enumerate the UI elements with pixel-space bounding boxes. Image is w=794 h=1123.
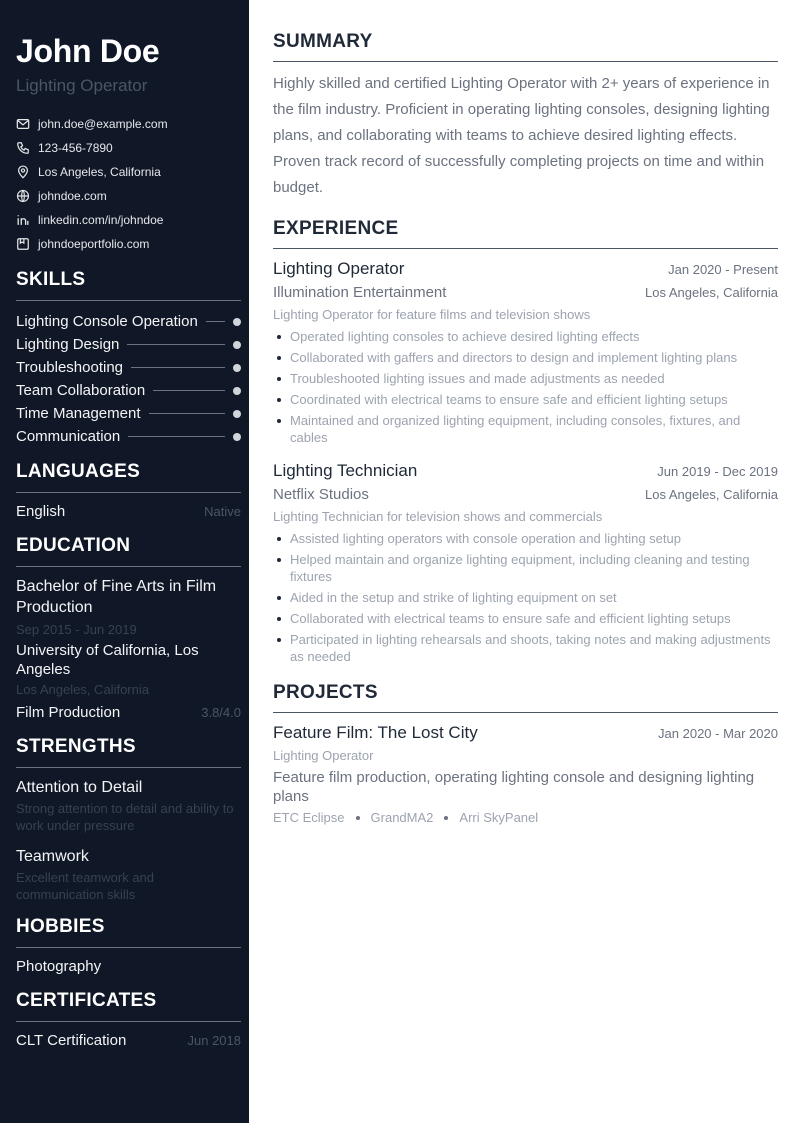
education-field-row — [16, 703, 241, 723]
skill-item — [16, 402, 241, 425]
contact-website[interactable] — [16, 184, 241, 208]
portfolio-icon — [16, 237, 30, 251]
linkedin-icon — [16, 213, 30, 227]
project-description: Feature film production, operating lighting console and designing lighting plans — [273, 769, 755, 805]
contact-website-text: johndoe.com — [38, 189, 107, 203]
job-bullet: Collaborated with electrical teams to ensure safe and efficient lighting setups — [273, 610, 778, 627]
job-title: Lighting Technician — [273, 461, 418, 480]
education-gpa: 3.8/4.0 — [201, 705, 241, 720]
job-description: Lighting Operator for feature films and television shows — [273, 307, 591, 322]
education-dates: Sep 2015 - Jun 2019 — [16, 622, 137, 637]
education-section — [16, 534, 241, 723]
education-degree: Bachelor of Fine Arts in Film Production — [16, 578, 217, 616]
contact-location-text: Los Angeles, California — [38, 165, 161, 179]
profile-title: Lighting Operator — [16, 76, 148, 95]
job-entry — [273, 258, 778, 446]
strengths-section — [16, 735, 241, 903]
strength-description: Strong attention to detail and ability to work under pressure — [16, 801, 234, 833]
experience-section — [273, 217, 778, 665]
job-bullet: Collaborated with gaffers and directors to design and implement lighting plans — [273, 349, 778, 366]
job-header — [273, 460, 778, 482]
skill-level-dot — [233, 387, 241, 395]
education-heading: EDUCATION — [16, 534, 241, 567]
hobbies-heading: HOBBIES — [16, 915, 241, 948]
job-subheader — [273, 482, 778, 506]
skill-divider — [128, 436, 225, 437]
globe-icon — [16, 189, 30, 203]
skill-name: Time Management — [16, 405, 141, 422]
strengths-heading: STRENGTHS — [16, 735, 241, 768]
job-subheader — [273, 280, 778, 304]
contact-location — [16, 160, 241, 184]
contact-linkedin-text: linkedin.com/in/johndoe — [38, 213, 164, 227]
job-bullet: Participated in lighting rehearsals and shoots, taking notes and making adjustments as needed — [273, 631, 778, 665]
project-tag: ETC Eclipse — [273, 810, 345, 825]
job-bullets — [273, 328, 778, 446]
summary-text: Highly skilled and certified Lighting Operator with 2+ years of experience in the film industry. Proficient in operating lighting consoles, designing lighting plans, and collaborating with teams to achieve desired lighting effects. Proven track record of successfully completing projects on time and within budget. — [273, 75, 770, 196]
profile-name: John Doe — [16, 33, 160, 69]
project-tags — [273, 809, 778, 827]
mail-icon — [16, 117, 30, 131]
job-bullet: Assisted lighting operators with console operation and lighting setup — [273, 530, 778, 547]
skill-divider — [131, 367, 225, 368]
contact-email[interactable] — [16, 112, 241, 136]
job-bullets — [273, 530, 778, 665]
strength-title: Teamwork — [16, 848, 89, 865]
certificate-date: Jun 2018 — [187, 1033, 241, 1048]
skill-divider — [149, 413, 226, 414]
certificate-name: CLT Certification — [16, 1032, 127, 1049]
job-description: Lighting Technician for television shows and commercials — [273, 509, 603, 524]
contact-phone[interactable] — [16, 136, 241, 160]
experience-heading: EXPERIENCE — [273, 217, 778, 249]
languages-heading: LANGUAGES — [16, 460, 241, 493]
language-item — [16, 502, 241, 522]
skill-divider — [127, 344, 225, 345]
skill-item — [16, 356, 241, 379]
contact-linkedin[interactable] — [16, 208, 241, 232]
job-dates: Jun 2019 - Dec 2019 — [657, 464, 778, 479]
contact-portfolio[interactable] — [16, 232, 241, 256]
project-dates: Jan 2020 - Mar 2020 — [658, 726, 778, 741]
job-bullet: Operated lighting consoles to achieve desired lighting effects — [273, 328, 778, 345]
sidebar — [0, 0, 249, 1123]
education-field: Film Production — [16, 704, 121, 721]
job-bullet: Troubleshooted lighting issues and made adjustments as needed — [273, 370, 778, 387]
contact-portfolio-text: johndoeportfolio.com — [38, 237, 150, 251]
languages-section — [16, 460, 241, 522]
tag-separator-dot — [444, 816, 448, 820]
job-bullet: Coordinated with electrical teams to ensure safe and efficient lighting setups — [273, 391, 778, 408]
job-entry — [273, 460, 778, 665]
strength-description: Excellent teamwork and communication skills — [16, 870, 155, 902]
projects-heading: PROJECTS — [273, 681, 778, 713]
job-bullet: Maintained and organized lighting equipment, including consoles, fixtures, and cables — [273, 412, 778, 446]
hobbies-section — [16, 915, 241, 977]
skill-name: Team Collaboration — [16, 382, 146, 399]
project-tag: GrandMA2 — [370, 810, 434, 825]
education-institution: University of California, Los Angeles — [16, 642, 199, 678]
skill-name: Troubleshooting — [16, 359, 124, 376]
certificates-section — [16, 989, 241, 1051]
strength-item — [16, 777, 241, 834]
contact-list — [16, 112, 241, 256]
skill-level-dot — [233, 318, 241, 326]
job-location: Los Angeles, California — [645, 285, 778, 300]
skill-divider — [153, 390, 225, 391]
skill-level-dot — [233, 433, 241, 441]
contact-phone-text: 123-456-7890 — [38, 141, 113, 155]
project-role: Lighting Operator — [273, 748, 374, 763]
language-level: Native — [204, 504, 241, 519]
strength-item — [16, 846, 241, 903]
skill-level-dot — [233, 341, 241, 349]
skill-item — [16, 379, 241, 402]
job-title: Lighting Operator — [273, 259, 405, 278]
skill-item — [16, 425, 241, 448]
skill-name: Communication — [16, 428, 121, 445]
job-header — [273, 258, 778, 280]
job-company: Illumination Entertainment — [273, 284, 447, 301]
project-tag: Arri SkyPanel — [459, 810, 539, 825]
skills-section — [16, 268, 241, 448]
job-bullet: Aided in the setup and strike of lighting equipment on set — [273, 589, 778, 606]
job-bullet: Helped maintain and organize lighting equipment, including cleaning and testing fixtures — [273, 551, 778, 585]
summary-heading: SUMMARY — [273, 30, 778, 62]
contact-email-text: john.doe@example.com — [38, 117, 168, 131]
language-name: English — [16, 503, 66, 520]
hobby-item: Photography — [16, 958, 102, 975]
skill-item — [16, 310, 241, 333]
education-location: Los Angeles, California — [16, 682, 149, 697]
skill-name: Lighting Console Operation — [16, 313, 198, 330]
project-title: Feature Film: The Lost City — [273, 723, 478, 742]
strength-title: Attention to Detail — [16, 779, 143, 796]
job-dates: Jan 2020 - Present — [668, 262, 778, 277]
skill-name: Lighting Design — [16, 336, 120, 353]
projects-section — [273, 681, 778, 827]
skill-item — [16, 333, 241, 356]
skill-level-dot — [233, 410, 241, 418]
project-entry — [273, 722, 778, 827]
skill-level-dot — [233, 364, 241, 372]
certificate-item — [16, 1031, 241, 1051]
phone-icon — [16, 141, 30, 155]
tag-separator-dot — [356, 816, 360, 820]
location-pin-icon — [16, 165, 30, 179]
skill-divider — [206, 321, 225, 322]
summary-section — [273, 30, 778, 201]
project-header — [273, 722, 778, 744]
skills-heading: SKILLS — [16, 268, 241, 301]
job-company: Netflix Studios — [273, 486, 369, 503]
certificates-heading: CERTIFICATES — [16, 989, 241, 1022]
job-location: Los Angeles, California — [645, 487, 778, 502]
main-content — [273, 30, 778, 827]
